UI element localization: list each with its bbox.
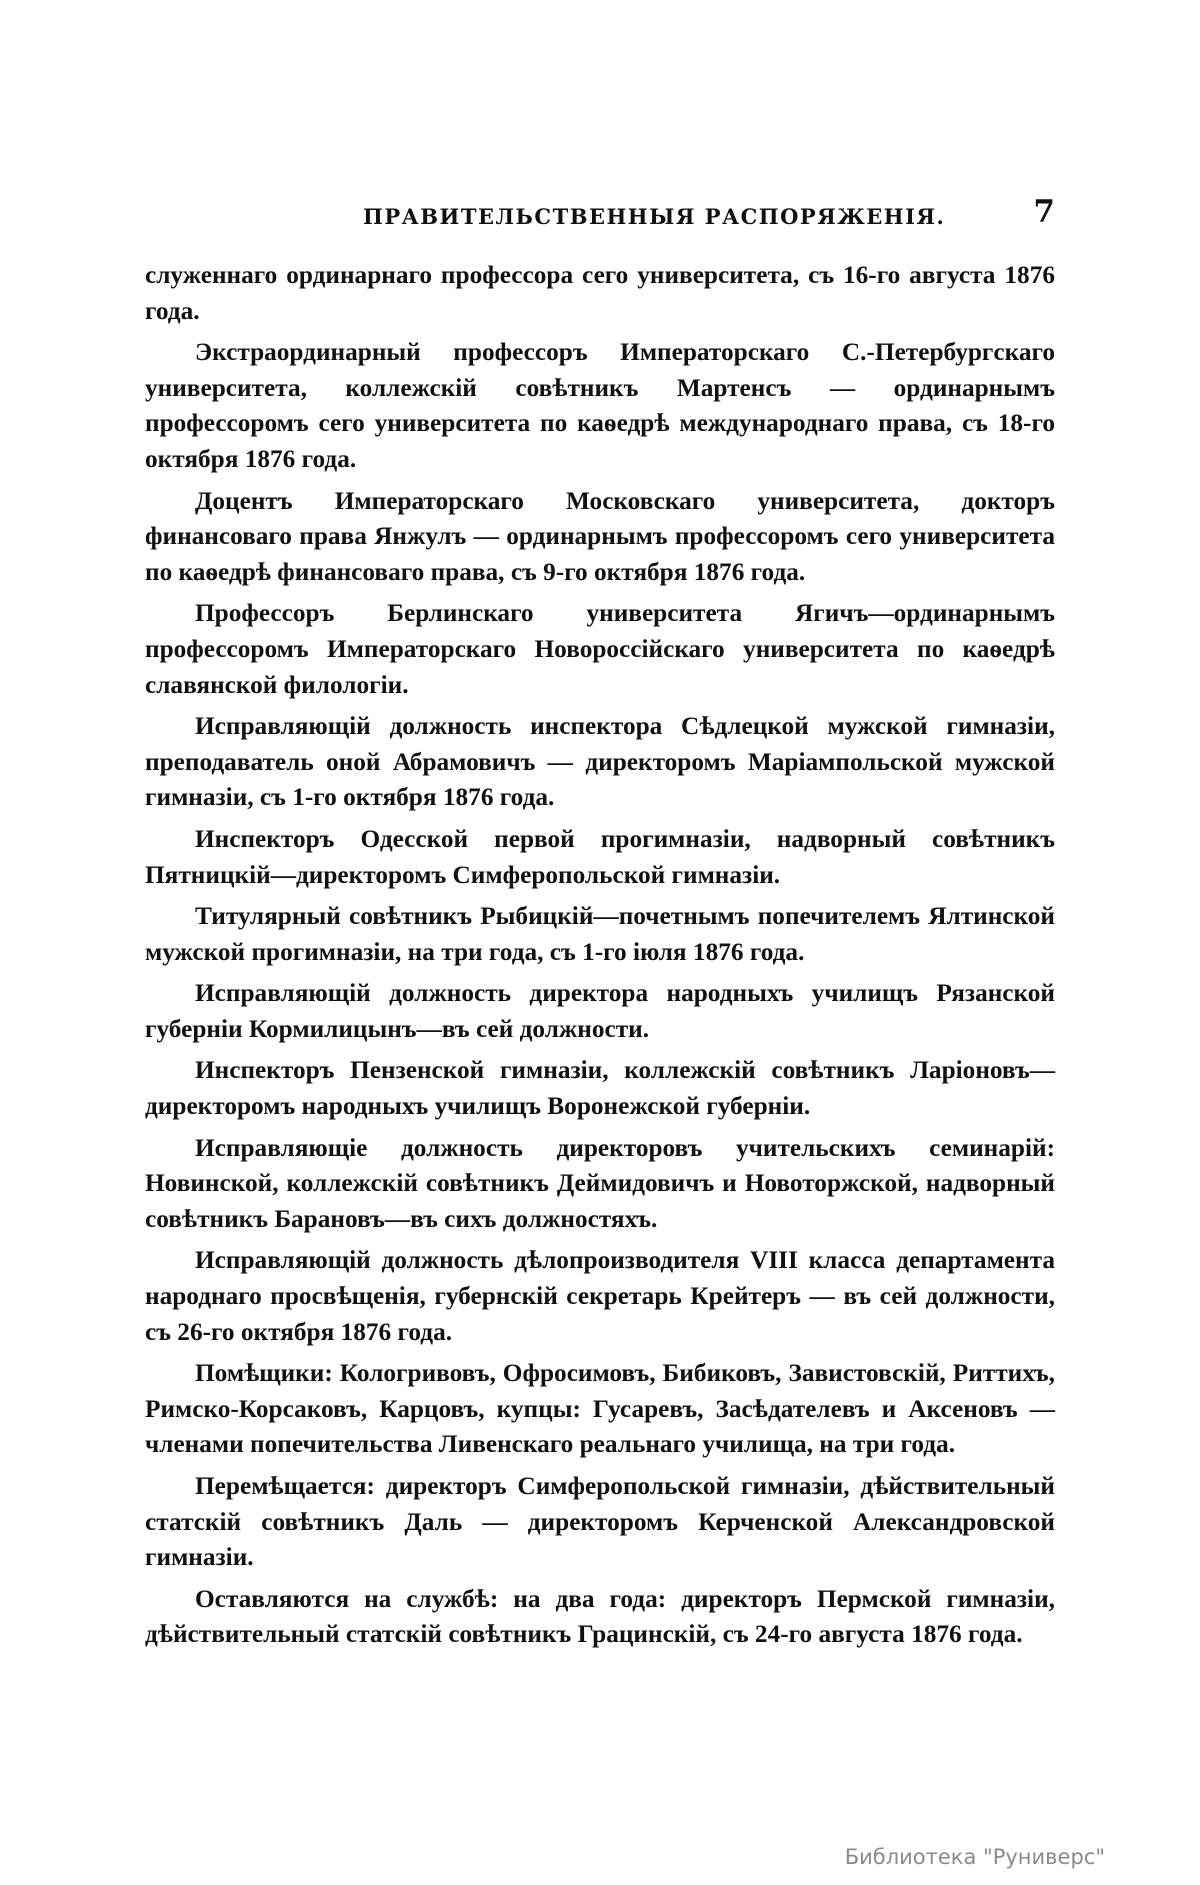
paragraph: Перемѣщается: директоръ Симферопольской гимназіи, дѣйствительный статскій совѣтникъ Даль — директоромъ Керченской Александровской гимназіи. bbox=[145, 1472, 1055, 1572]
paragraph: Исправляющіе должность директоровъ учительскихъ семинарій: Новинской, коллежскій совѣтникъ Деймидовичъ и Новоторжской, надворный совѣтникъ Барановъ—въ сихъ должностяхъ. bbox=[145, 1133, 1055, 1233]
paragraph: Доцентъ Императорскаго Московскаго университета, докторъ финансоваго права Янжулъ — ординарнымъ профессоромъ сего университета по каѳедрѣ финансоваго права, съ 9-го октября 1876 года. bbox=[145, 486, 1055, 586]
paragraph: Исправляющій должность директора народныхъ училищъ Рязанской губерніи Кормилицынъ—въ сей должности. bbox=[145, 979, 1055, 1043]
paragraph: Оставляются на службѣ: на два года: директоръ Пермской гимназіи, дѣйствительный статскій совѣтникъ Грацинскій, съ 24-го августа 1876 года. bbox=[145, 1584, 1055, 1649]
running-head bbox=[145, 194, 1055, 238]
paragraph: Профессоръ Берлинскаго университета Ягичъ—ординарнымъ профессоромъ Императорскаго Новороссійскаго университета по каѳедрѣ славянской филологіи. bbox=[145, 599, 1055, 699]
paragraph: служеннаго ординарнаго профессора сего университета, съ 16-го августа 1876 года. bbox=[145, 261, 1055, 325]
paragraph: Инспекторъ Пензенской гимназіи, коллежскій совѣтникъ Ларіоновъ—директоромъ народныхъ училищъ Воронежской губерніи. bbox=[145, 1056, 1055, 1121]
library-credit: Библиотека "Руниверс" bbox=[844, 1845, 1105, 1869]
paragraph: Помѣщики: Кологривовъ, Офросимовъ, Бибиковъ, Завистовскій, Риттихъ, Римско-Корсаковъ, Карцовъ, купцы: Гусаревъ, Засѣдателевъ и Аксеновъ — членами попечительства Ливенскаго реальнаго училища, на три года. bbox=[145, 1359, 1055, 1459]
body-text bbox=[145, 258, 1055, 1659]
paragraph: Экстраординарный профессоръ Императорскаго С.-Петербургскаго университета, коллежскій совѣтникъ Мартенсъ — ординарнымъ профессоромъ сего университета по каѳедрѣ международнаго права, съ 18-го октября 1876 года. bbox=[145, 338, 1055, 473]
paragraph: Исправляющій должность инспектора Сѣдлецкой мужской гимназіи, преподаватель оной Абрамовичъ — директоромъ Маріампольской мужской гимназіи, съ 1-го октября 1876 года. bbox=[145, 712, 1055, 812]
running-head-title: ПРАВИТЕЛЬСТВЕННЫЯ РАСПОРЯЖЕНІЯ. bbox=[363, 204, 946, 229]
paragraph: Инспекторъ Одесской первой прогимназіи, надворный совѣтникъ Пятницкій—директоромъ Симферопольской гимназіи. bbox=[145, 824, 1055, 889]
paragraph: Титулярный совѣтникъ Рыбицкій—почетнымъ попечителемъ Ялтинской мужской прогимназіи, на три года, съ 1-го іюля 1876 года. bbox=[145, 902, 1055, 966]
paragraph: Исправляющій должность дѣлопроизводителя VIII класса департамента народнаго просвѣщенія, губернскій секретарь Крейтеръ — въ сей должности, съ 26-го октября 1876 года. bbox=[145, 1246, 1055, 1346]
page-number: 7 bbox=[1033, 194, 1055, 230]
